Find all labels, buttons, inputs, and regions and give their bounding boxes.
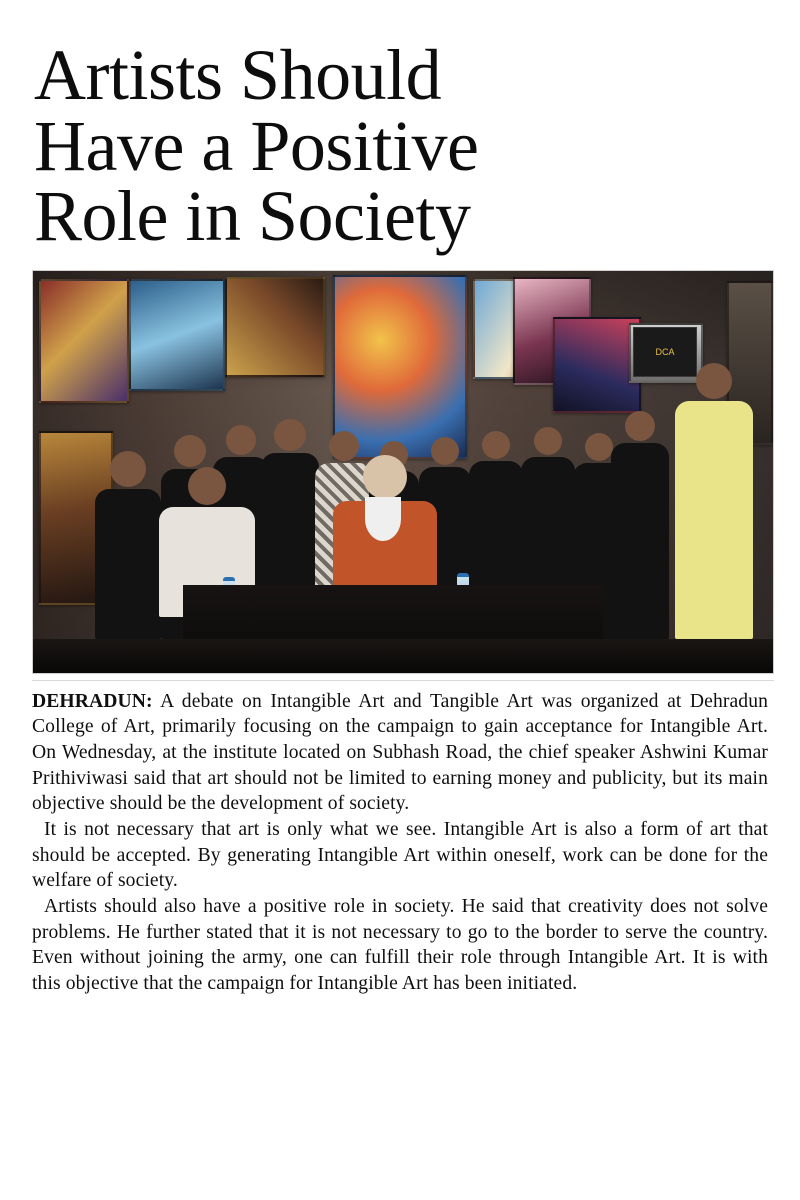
wall-artwork [553, 317, 641, 413]
person-figure [675, 363, 753, 639]
headline-line-2: Have a Positive [34, 105, 479, 186]
divider [32, 680, 774, 681]
wall-artwork [225, 277, 325, 377]
headline-line-3: Role in Society [34, 176, 471, 257]
wall-artwork [39, 279, 129, 403]
article-body [32, 689, 768, 997]
photo-scene [33, 271, 773, 673]
article-paragraph-3: Artists should also have a positive role in society. He said that creativity does not solve problems. He further stated that it is not necessary to go to the border to serve the country. Even without joining the army, one can fulfill their role through Intangible Art. It is with this objective that the campaign for Intangible Art has been initiated. [32, 895, 768, 994]
foreground-table [33, 639, 774, 673]
headline-line-1: Artists Should [34, 35, 442, 115]
article-photo [32, 270, 774, 674]
wall-artwork [129, 279, 225, 391]
article-paragraph-2: It is not necessary that art is only what we see. Intangible Art is also a form of art that should be accepted. By generating Intangible Art within oneself, work can be done for the welfare of society. [32, 818, 768, 892]
dateline: DEHRADUN: [32, 690, 153, 712]
person-figure [611, 411, 669, 639]
paragraph-text: A debate on Intangible Art and Tangible Art was organized at Dehradun College of Art, primarily focusing on the campaign to gain acceptance for Intangible Art. On Wednesday, at the institute located on Subhash Road, the chief speaker Ashwini Kumar Prithiviwasi said that art should not be limited to earning money and publicity, but its main objective should be the development of society. [32, 690, 768, 815]
article-paragraph-1 [32, 689, 768, 817]
gallery-logo-badge: DCA [633, 327, 697, 377]
person-figure [95, 451, 161, 639]
speaker-beard [365, 497, 401, 541]
page-title [30, 35, 770, 257]
